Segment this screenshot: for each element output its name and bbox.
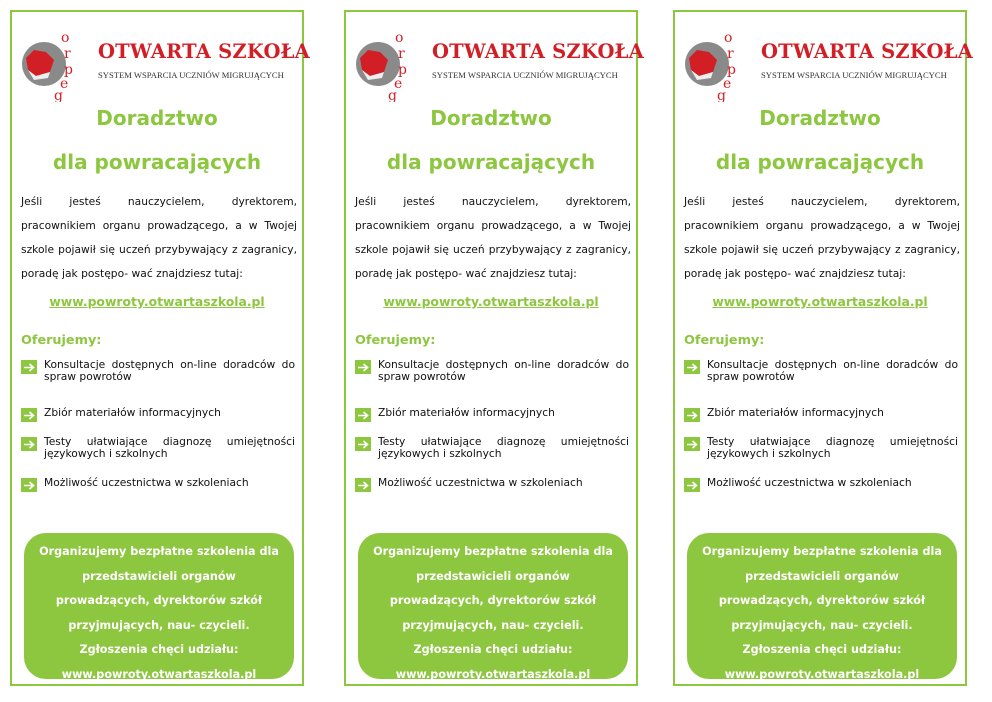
offer-item-text: Zbiór materiałów informacyjnych bbox=[707, 406, 884, 419]
logo-letter: g bbox=[54, 88, 63, 102]
logo-letter: p bbox=[727, 62, 736, 78]
leaflet-panel-1 bbox=[10, 10, 311, 686]
orpeg-logo bbox=[683, 30, 749, 102]
list-item bbox=[684, 407, 958, 422]
offer-heading: Oferujemy: bbox=[355, 333, 436, 348]
orpeg-logo bbox=[20, 30, 86, 102]
training-callout bbox=[24, 533, 294, 679]
website-link[interactable]: www.powroty.otwartaszkola.pl bbox=[712, 294, 928, 309]
arrow-right-icon bbox=[684, 437, 700, 451]
logo-letter: p bbox=[398, 62, 407, 78]
brand-subtitle: SYSTEM WSPARCIA UCZNIÓW MIGRUJĄCYCH bbox=[761, 70, 947, 80]
offer-item-text: Możliwość uczestnictwa w szkoleniach bbox=[44, 476, 249, 489]
logo-letter: r bbox=[398, 46, 405, 62]
offer-item-text: Konsultacje dostępnych on-line doradców do spraw powrotów bbox=[44, 358, 295, 383]
logo-letter: e bbox=[723, 76, 732, 92]
arrow-right-icon bbox=[355, 478, 371, 492]
arrow-right-icon bbox=[21, 360, 37, 374]
brand-name: OTWARTA SZKOŁA bbox=[761, 40, 974, 63]
offer-item-text: Możliwość uczestnictwa w szkoleniach bbox=[378, 476, 583, 489]
intro-paragraph: Jeśli jesteś nauczycielem, dyrektorem, pracownikiem organu prowadzącego, a w Twojej szkole pojawił się uczeń przybywający z zagranicy, poradę jak postępo- wać znajdziesz tutaj: bbox=[21, 195, 297, 280]
heading-line-2: dla powracających bbox=[52, 150, 262, 174]
logo-letter: e bbox=[60, 76, 69, 92]
arrow-right-icon bbox=[21, 408, 37, 422]
brand-name: OTWARTA SZKOŁA bbox=[98, 40, 311, 63]
list-item bbox=[684, 436, 958, 460]
intro-paragraph: Jeśli jesteś nauczycielem, dyrektorem, pracownikiem organu prowadzącego, a w Twojej szkole pojawił się uczeń przybywający z zagranicy, poradę jak postępo- wać znajdziesz tutaj: bbox=[684, 195, 960, 280]
website-link[interactable]: www.powroty.otwartaszkola.pl bbox=[383, 294, 599, 309]
arrow-right-icon bbox=[355, 360, 371, 374]
logo-letter: o bbox=[61, 30, 70, 46]
callout-text: Organizujemy bezpłatne szkolenia dla przedstawicieli organów prowadzących, dyrektorów szkół przyjmujących, nau- czycieli. Zgłoszenia chęci udziału: bbox=[702, 545, 942, 656]
callout-link[interactable]: www.powroty.otwartaszkola.pl bbox=[395, 667, 591, 681]
heading-line-1: Doradztwo bbox=[430, 106, 552, 130]
offer-item-text: Możliwość uczestnictwa w szkoleniach bbox=[707, 476, 912, 489]
intro-paragraph: Jeśli jesteś nauczycielem, dyrektorem, pracownikiem organu prowadzącego, a w Twojej szkole pojawił się uczeń przybywający z zagranicy, poradę jak postępo- wać znajdziesz tutaj: bbox=[355, 195, 631, 280]
logo-letter: e bbox=[394, 76, 403, 92]
leaflet-panel-3 bbox=[673, 10, 974, 686]
offer-item-text: Testy ułatwiające diagnozę umiejętności językowych i szkolnych bbox=[707, 435, 958, 460]
offer-item-text: Testy ułatwiające diagnozę umiejętności językowych i szkolnych bbox=[44, 435, 295, 460]
brand-subtitle: SYSTEM WSPARCIA UCZNIÓW MIGRUJĄCYCH bbox=[98, 70, 284, 80]
logo-letter: r bbox=[64, 46, 71, 62]
website-link[interactable]: www.powroty.otwartaszkola.pl bbox=[49, 294, 265, 309]
offer-heading: Oferujemy: bbox=[21, 333, 102, 348]
heading-line-2: dla powracających bbox=[386, 150, 596, 174]
list-item bbox=[355, 436, 629, 460]
logo-letter: g bbox=[717, 88, 726, 102]
callout-link[interactable]: www.powroty.otwartaszkola.pl bbox=[61, 667, 257, 681]
logo-letter: p bbox=[64, 62, 73, 78]
logo-letter: o bbox=[724, 30, 733, 46]
arrow-right-icon bbox=[355, 437, 371, 451]
logo-letter: r bbox=[727, 46, 734, 62]
orpeg-logo bbox=[354, 30, 420, 102]
heading-line-1: Doradztwo bbox=[759, 106, 881, 130]
logo-letter: o bbox=[395, 30, 404, 46]
list-item bbox=[355, 477, 629, 492]
offer-heading: Oferujemy: bbox=[684, 333, 765, 348]
training-callout bbox=[687, 533, 957, 679]
list-item bbox=[21, 359, 295, 383]
callout-text: Organizujemy bezpłatne szkolenia dla przedstawicieli organów prowadzących, dyrektorów szkół przyjmujących, nau- czycieli. Zgłoszenia chęci udziału: bbox=[373, 545, 613, 656]
brand-name: OTWARTA SZKOŁA bbox=[432, 40, 645, 63]
offer-item-text: Konsultacje dostępnych on-line doradców do spraw powrotów bbox=[378, 358, 629, 383]
callout-link[interactable]: www.powroty.otwartaszkola.pl bbox=[724, 667, 920, 681]
logo-letter: g bbox=[388, 88, 397, 102]
arrow-right-icon bbox=[21, 437, 37, 451]
leaflet-panel-2 bbox=[344, 10, 645, 686]
callout-text: Organizujemy bezpłatne szkolenia dla przedstawicieli organów prowadzących, dyrektorów szkół przyjmujących, nau- czycieli. Zgłoszenia chęci udziału: bbox=[39, 545, 279, 656]
list-item bbox=[21, 407, 295, 422]
list-item bbox=[355, 407, 629, 422]
arrow-right-icon bbox=[684, 478, 700, 492]
offer-item-text: Konsultacje dostępnych on-line doradców do spraw powrotów bbox=[707, 358, 958, 383]
list-item bbox=[21, 436, 295, 460]
list-item bbox=[684, 477, 958, 492]
list-item bbox=[21, 477, 295, 492]
brand-subtitle: SYSTEM WSPARCIA UCZNIÓW MIGRUJĄCYCH bbox=[432, 70, 618, 80]
arrow-right-icon bbox=[684, 360, 700, 374]
offer-item-text: Zbiór materiałów informacyjnych bbox=[44, 406, 221, 419]
list-item bbox=[355, 359, 629, 383]
heading-line-2: dla powracających bbox=[715, 150, 925, 174]
list-item bbox=[684, 359, 958, 383]
offer-item-text: Zbiór materiałów informacyjnych bbox=[378, 406, 555, 419]
arrow-right-icon bbox=[355, 408, 371, 422]
arrow-right-icon bbox=[684, 408, 700, 422]
arrow-right-icon bbox=[21, 478, 37, 492]
training-callout bbox=[358, 533, 628, 679]
heading-line-1: Doradztwo bbox=[96, 106, 218, 130]
offer-item-text: Testy ułatwiające diagnozę umiejętności językowych i szkolnych bbox=[378, 435, 629, 460]
